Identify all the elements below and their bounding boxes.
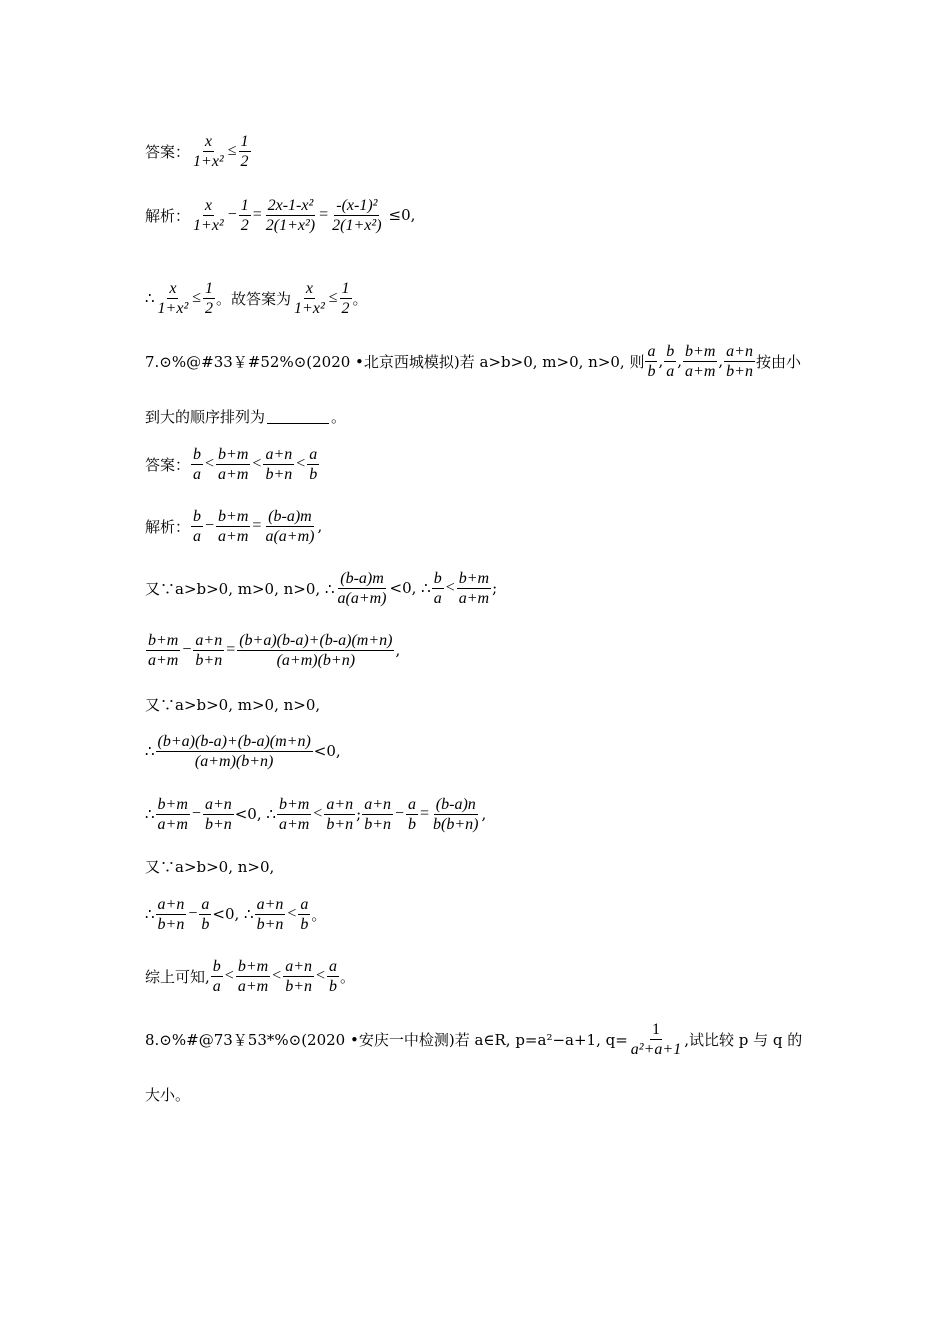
fraction: $\frac{x}{\text{1+x²}}$: [157, 279, 189, 317]
answer-blank: [267, 409, 329, 424]
fraction: $\frac{a+n}{b+n}$: [326, 795, 354, 833]
problem-7-statement: 7.⊙%@#33￥#52%⊙(2020 •北京西城模拟)若 a>b>0, m>0, n>0, 则 $\frac{a}{b}$ , $\frac{b}{a}$ , $\frac{b+m}{a+m}$ , $\frac{a+n}{b+n}$ 按由小: [145, 342, 801, 380]
fraction: $\frac{a+n}{b+n}$: [195, 631, 223, 669]
fraction: $\frac{b+m}{a+m}$: [218, 445, 249, 483]
fraction: $\frac{\text{2x-1-x²}}{\text{2(1+x²)}}$: [265, 196, 316, 234]
fraction: $\frac{a+n}{b+n}$: [726, 342, 753, 380]
answer-line-2: 答案： $\frac{b}{a}$ < $\frac{b+m}{a+m}$ < $\frac{a+n}{b+n}$ < $\frac{a}{b}$: [145, 445, 318, 483]
fraction: $\frac{(b-a)m}{a(a+m)}$: [265, 507, 315, 545]
fraction: $\frac{b}{a}$: [193, 445, 202, 483]
fraction: $\frac{1}{\text{a²+a+1}}$: [630, 1020, 682, 1058]
fraction: $\frac{b+m}{a+m}$: [237, 957, 269, 995]
fraction: $\frac{(b+a)(b-a)+(b-a)(m+n)}{(a+m)(b+n)}$: [157, 732, 311, 770]
fraction: $\frac{\text{-(x-1)²}}{\text{2(1+x²)}}$: [332, 196, 382, 234]
fraction: $\frac{b}{a}$: [193, 507, 202, 545]
fraction: $\frac{a+n}{b+n}$: [256, 895, 284, 933]
fraction: $\frac{a+n}{b+n}$: [157, 895, 185, 933]
analysis-label: 解析：: [145, 206, 191, 225]
fraction: $\frac{b+m}{a+m}$: [458, 569, 490, 607]
fraction: $\frac{1}{2}$: [341, 279, 350, 317]
fraction: $\frac{(b-a)n}{b(b+n)}$: [433, 795, 479, 833]
answer-line-1: 答案： $\frac{x}{\text{1+x²}}$ ≤ $\frac{1}{2}$: [145, 132, 249, 170]
fraction: $\frac{a}{b}$: [408, 795, 417, 833]
analysis-line-2: 解析： $\frac{b}{a}$ − $\frac{b+m}{a+m}$ = $\frac{(b-a)m}{a(a+m)}$ ,: [145, 507, 323, 545]
fraction: $\frac{x}{\text{1+x²}}$: [294, 279, 325, 317]
fraction: $\frac{a}{b}$: [309, 445, 318, 483]
analysis-line-5: 又∵a>b>0, m>0, n>0,: [145, 695, 321, 714]
fraction: $\frac{a+n}{b+n}$: [364, 795, 391, 833]
fraction: $\frac{a}{b}$: [647, 342, 656, 380]
analysis-line-1: 解析： $\frac{x}{\text{1+x²}}$ − $\frac{1}{2}$ = $\frac{\text{2x-1-x²}}{\text{2(1+x²)}}$ = $\frac{\text{-(x-1)²}}{\text{2(1+x²)}}$ ≤0,: [145, 196, 416, 234]
fraction: $\frac{b+m}{a+m}$: [685, 342, 716, 380]
conclusion-line-1: ∴ $\frac{x}{\text{1+x²}}$ ≤ $\frac{1}{2}$ 。故答案为 $\frac{x}{\text{1+x²}}$ ≤ $\frac{1}{2}$ 。: [145, 279, 368, 317]
fraction: $\frac{1}{2}$: [240, 196, 249, 234]
analysis-line-7: ∴ $\frac{b+m}{a+m}$ − $\frac{a+n}{b+n}$ <0, ∴ $\frac{b+m}{a+m}$ < $\frac{a+n}{b+n}$ ; $\frac{a+n}{b+n}$ − $\frac{a}{b}$ = $\frac{(b-a)n}{b(b+n)}$ ,: [145, 795, 487, 833]
fraction: $\frac{a+n}{b+n}$: [265, 445, 293, 483]
fraction: $\frac{a+n}{b+n}$: [285, 957, 312, 995]
fraction: $\frac{1}{2}$: [240, 132, 249, 170]
fraction: $\frac{(b+a)(b-a)+(b-a)(m+n)}{(a+m)(b+n)}$: [239, 631, 393, 669]
summary-line: 综上可知, $\frac{b}{a}$ < $\frac{b+m}{a+m}$ < $\frac{a+n}{b+n}$ < $\frac{a}{b}$ 。: [145, 957, 356, 995]
answer-label: 答案：: [145, 455, 191, 474]
fraction: $\frac{b+m}{a+m}$: [148, 631, 179, 669]
fraction: $\frac{b+m}{a+m}$: [157, 795, 188, 833]
analysis-line-6: ∴ $\frac{(b+a)(b-a)+(b-a)(m+n)}{(a+m)(b+n)}$ <0,: [145, 732, 341, 770]
analysis-line-9: ∴ $\frac{a+n}{b+n}$ − $\frac{a}{b}$ <0, ∴ $\frac{a+n}{b+n}$ < $\frac{a}{b}$ 。: [145, 895, 327, 933]
fraction: $\frac{b}{a}$: [666, 342, 675, 380]
fraction: $\frac{(b-a)m}{a(a+m)}$: [337, 569, 387, 607]
problem-7-continued: 到大的顺序排列为 。: [145, 407, 347, 426]
fraction: $\frac{a}{b}$: [201, 895, 210, 933]
analysis-label: 解析：: [145, 517, 191, 536]
fraction: $\frac{a}{b}$: [329, 957, 338, 995]
fraction: $\frac{1}{2}$: [205, 279, 214, 317]
fraction: $\frac{a+n}{b+n}$: [204, 795, 232, 833]
fraction: $\frac{b+m}{a+m}$: [218, 507, 249, 545]
analysis-line-4: $\frac{b+m}{a+m}$ − $\frac{a+n}{b+n}$ = $\frac{(b+a)(b-a)+(b-a)(m+n)}{(a+m)(b+n)}$ ,: [148, 631, 401, 669]
analysis-line-8: 又∵a>b>0, n>0,: [145, 857, 275, 876]
problem-8-continued: 大小。: [145, 1085, 191, 1104]
problem-8-statement: 8.⊙%#@73￥53*%⊙(2020 •安庆一中检测)若 a∈R, p=a²−a+1, q= $\frac{1}{\text{a²+a+1}}$ ,试比较 p 与 q 的: [145, 1020, 803, 1058]
fraction: $\frac{a}{b}$: [300, 895, 309, 933]
fraction: $\frac{x}{\text{1+x²}}$: [193, 196, 224, 234]
fraction: $\frac{x}{\text{1+x²}}$: [193, 132, 224, 170]
fraction: $\frac{b}{a}$: [433, 569, 442, 607]
answer-label: 答案：: [145, 142, 191, 161]
fraction: $\frac{b}{a}$: [212, 957, 221, 995]
fraction: $\frac{b+m}{a+m}$: [278, 795, 310, 833]
analysis-line-3: 又∵a>b>0, m>0, n>0, ∴ $\frac{(b-a)m}{a(a+m)}$ <0, ∴ $\frac{b}{a}$ < $\frac{b+m}{a+m}$ ;: [145, 569, 498, 607]
